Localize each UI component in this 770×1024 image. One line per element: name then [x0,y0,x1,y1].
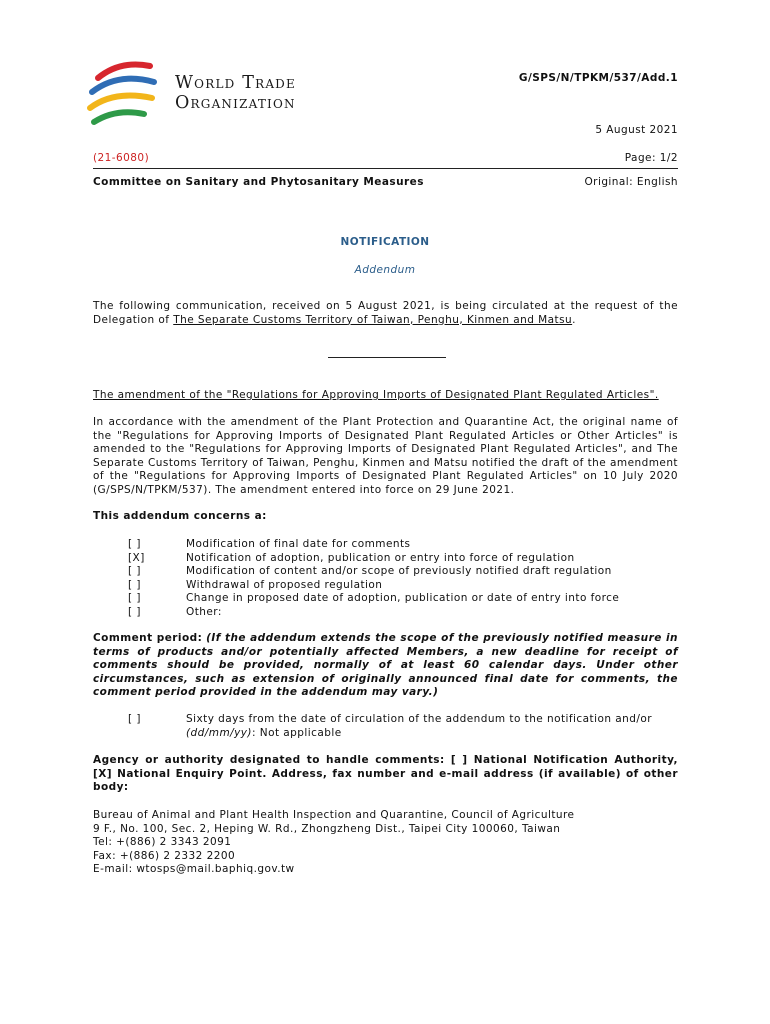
agency-email: E-mail: wtosps@mail.baphiq.gov.tw [93,863,295,876]
comment-period-paragraph [93,632,678,700]
reference-number: (21-6080) [93,152,150,164]
amendment-body: In accordance with the amendment of the Plant Protection and Quarantine Act, the original name of the "Regulations for Approving Imports of Designated Plant Regulated Articles or Other Articles" is amended to the "Regulations for Approving Imports of Designated Plant Regulated Articles", and The Separate Customs Territory of Taiwan, Penghu, Kinmen and Matsu notified the draft of the amendment of the "Regulations for Approving Imports of Designated Plant Regulated Articles" on 10 July 2020 (G/SPS/N/TPKM/537). The amendment entered into force on 29 June 2021. [93,416,678,496]
checkbox-other: [ ] [128,605,141,618]
agency-fax: Fax: +(886) 2 2332 2200 [93,849,236,862]
header-rule [93,168,678,169]
checkbox-withdrawal: [ ] [128,578,141,591]
concerns-checkboxes [128,538,188,620]
option-date-change: Change in proposed date of adoption, publication or date of entry into force [186,592,620,605]
agency-address: 9 F., No. 100, Sec. 2, Heping W. Rd., Zhongzheng Dist., Taipei City 100060, Taiwan [93,822,561,835]
page-number: Page: 1/2 [624,152,678,164]
document-symbol: G/SPS/N/TPKM/537/Add.1 [518,72,678,84]
logo-text [175,73,296,113]
agency-heading: Agency or authority designated to handle comments: [ ] National Notification Authority, [X] National Enquiry Point. Address, fax number and e-mail address (if available) of other body: [93,754,678,794]
agency-name: Bureau of Animal and Plant Health Inspection and Quarantine, Council of Agriculture [93,809,575,821]
addendum-subtitle: Addendum [354,264,416,276]
committee-name: Committee on Sanitary and Phytosanitary Measures [93,176,424,188]
concerns-labels [186,538,686,620]
option-adoption: Notification of adoption, publication or entry into force of regulation [186,551,575,564]
logo-line-1: World Trade [175,73,296,93]
checkbox-date-change: [ ] [128,592,141,605]
logo-line-2: Organization [175,93,296,113]
original-language: Original: English [584,176,678,188]
concerns-heading: This addendum concerns a: [93,510,267,522]
comment-period-label: Comment period: [93,632,203,644]
separator-rule [328,357,446,358]
notification-title: NOTIFICATION [340,236,430,248]
comment-period-checkbox: [ ] [128,713,141,725]
comment-date-format: (dd/mm/yy) [186,726,252,739]
agency-address-block [93,809,678,877]
intro-paragraph [93,300,678,327]
option-withdrawal: Withdrawal of proposed regulation [186,578,383,591]
checkbox-content: [ ] [128,565,141,578]
delegation-name: The Separate Customs Territory of Taiwan, Penghu, Kinmen and Matsu [173,313,573,326]
comment-option-rest: : Not applicable [251,726,342,739]
comment-period-option [186,713,686,740]
intro-text: The following communication, received on 5 August 2021, is being circulated at the request of the Delegation of [93,300,678,326]
agency-phone: Tel: +(886) 2 3343 2091 [93,836,232,849]
option-content: Modification of content and/or scope of previously notified draft regulation [186,565,612,578]
option-final-date: Modification of final date for comments [186,538,411,550]
comment-option-line: Sixty days from the date of circulation of the addendum to the notification and/or [186,713,652,725]
option-other: Other: [186,605,222,618]
checkbox-adoption: [X] [128,551,145,564]
checkbox-final-date: [ ] [128,538,141,550]
wto-logo-icon [84,56,166,128]
intro-end: . [572,313,576,326]
amendment-title: The amendment of the "Regulations for Approving Imports of Designated Plant Regulated Articles". [93,389,659,401]
comment-period-instructions: (If the addendum extends the scope of the previously notified measure in terms of products and/or potentially affected Members, a new deadline for receipt of comments should be provided, normally of at least 60 calendar days. Under other circumstances, such as extension of originally announced final date for comments, the comment period provided in the addendum may vary.) [93,632,678,699]
document-date: 5 August 2021 [595,124,678,136]
